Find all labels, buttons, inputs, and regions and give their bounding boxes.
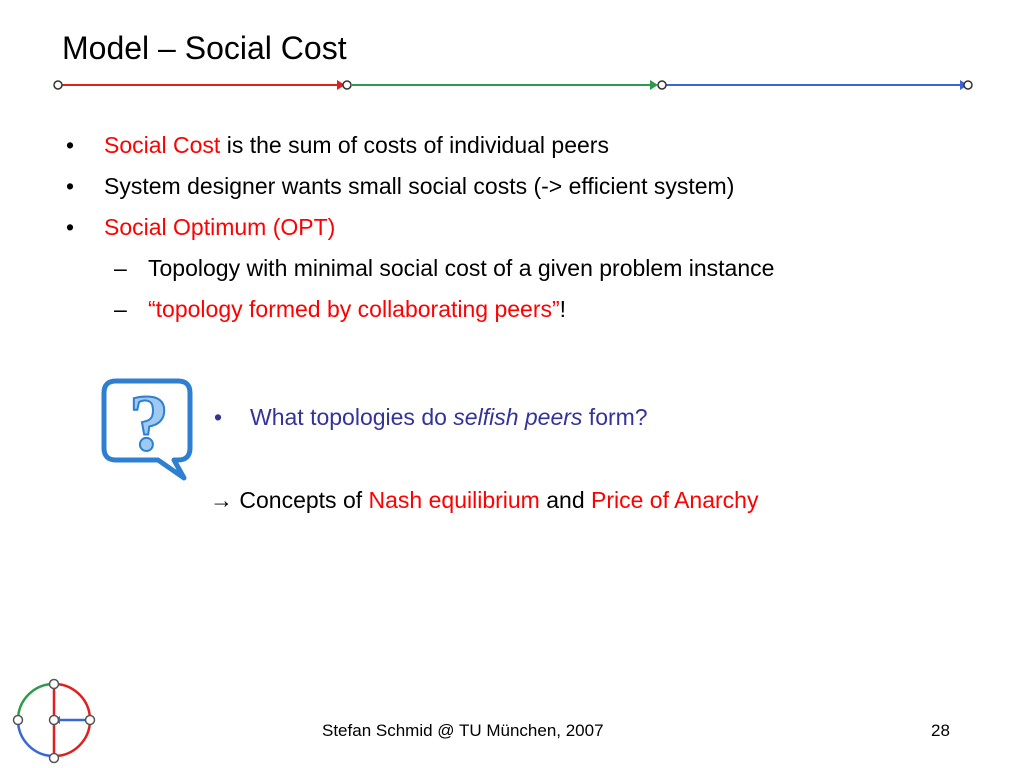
concepts-line (210, 487, 758, 514)
page-number: 28 (931, 721, 950, 740)
bullet-list (62, 125, 1002, 330)
question-bullet (214, 404, 648, 431)
concepts-text: Concepts of (233, 487, 369, 513)
sub-bullet-text: ! (559, 296, 567, 322)
bullet-marker: • (66, 173, 75, 199)
selfish-peers-term: selfish peers (453, 404, 583, 430)
svg-text:?: ? (129, 380, 169, 468)
price-of-anarchy-term: Price of Anarchy (591, 487, 759, 513)
slide-title: Model – Social Cost (62, 30, 347, 66)
bullet-item-system-designer (62, 166, 1002, 207)
bullet-text: is the sum of costs of individual peers (220, 132, 609, 158)
question-text-before: What topologies do (250, 404, 454, 430)
question-bullet-marker: • (214, 404, 223, 430)
sub-bullet-marker: – (114, 296, 127, 322)
question-speech-bubble-icon (100, 378, 196, 482)
footer-text: Stefan Schmid @ TU München, 2007 (322, 721, 604, 740)
sub-bullet-collaborating-peers (62, 289, 1002, 330)
sub-bullet-marker: – (114, 255, 127, 281)
collaborating-peers-quote: “topology formed by collaborating peers” (148, 296, 560, 322)
concepts-and-text: and (539, 487, 591, 513)
social-optimum-term: Social Optimum (OPT) (104, 214, 336, 240)
network-graph-logo-icon (10, 676, 100, 766)
bullet-marker: • (66, 132, 75, 158)
right-arrow-icon: → (210, 487, 233, 513)
sub-bullet-topology-minimal (62, 248, 1002, 289)
nash-equilibrium-term: Nash equilibrium (368, 487, 540, 513)
social-cost-term: Social Cost (104, 132, 221, 158)
bullet-text: System designer wants small social costs (-> efficient system) (104, 173, 735, 199)
colored-arrow-line-icon (0, 68, 1024, 108)
question-text-after: form? (582, 404, 648, 430)
sub-bullet-text: Topology with minimal social cost of a given problem instance (148, 255, 775, 281)
bullet-item-social-cost (62, 125, 1002, 166)
bullet-item-social-optimum (62, 207, 1002, 248)
bullet-marker: • (66, 214, 75, 240)
